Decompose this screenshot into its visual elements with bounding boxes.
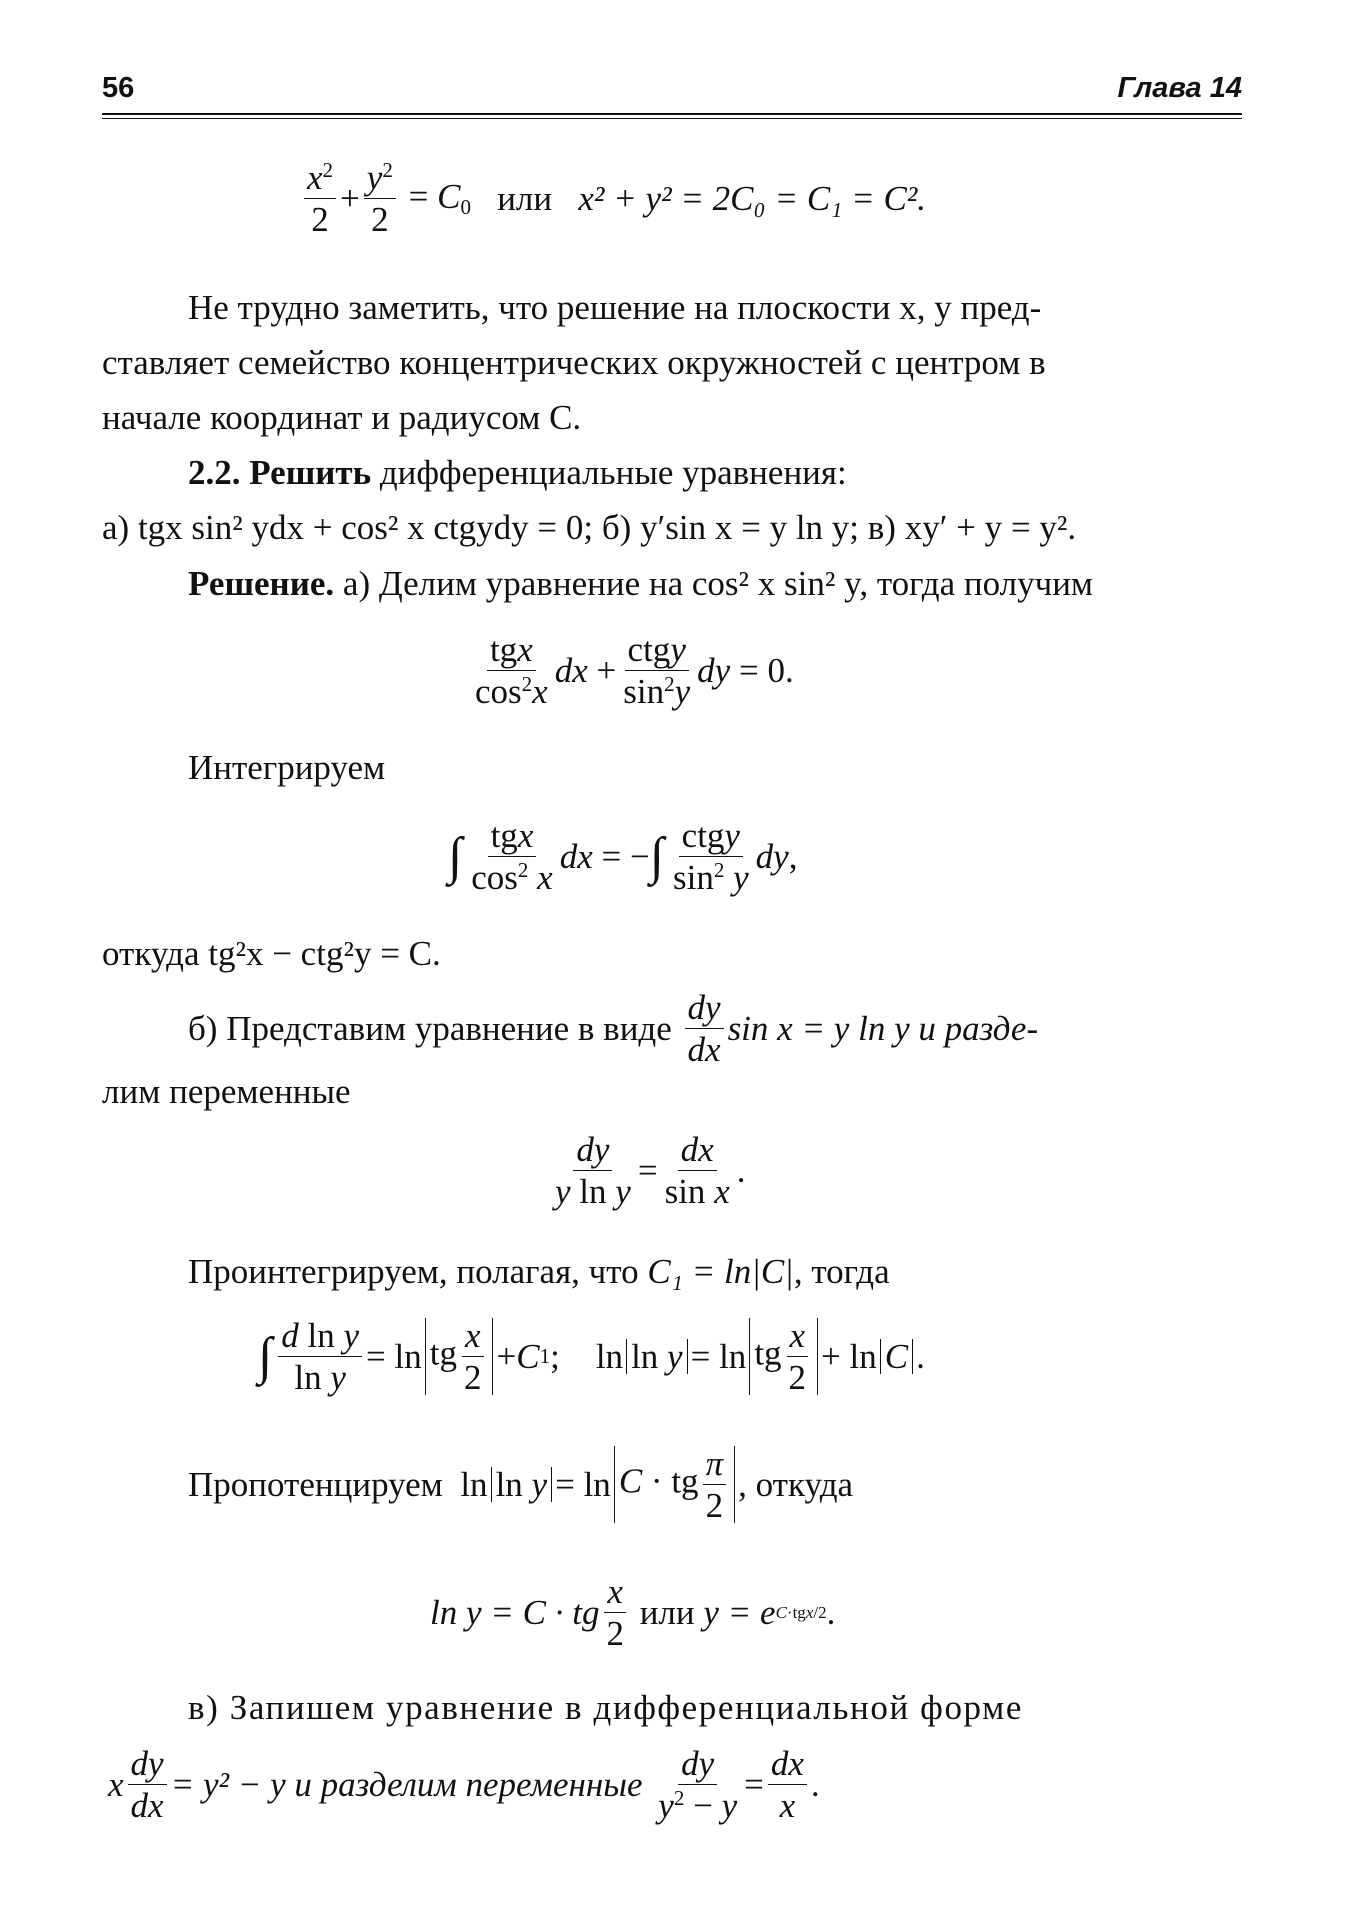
potent-tail: , откуда — [738, 1465, 854, 1504]
task-number: 2.2. — [188, 453, 241, 492]
potent-line: Пропотенцируем ln ln y = ln C · tg $\frac{\pi}{2}$ , откуда — [188, 1444, 854, 1525]
equation-integral-a: ∫ $\frac{\text{tgx}}{\cos^2 x}$ dx = − ∫ $\frac{\text{ctgy}}{\sin^2 y}$ dy , — [448, 816, 798, 897]
part-c-line2: x $\frac{dy}{dx}$ = y² − y и разделим переменные $\frac{dy}{y^2 - y}$ = $\frac{dx}{x}$ . — [108, 1744, 820, 1825]
para1-line1: Не трудно заметить, что решение на плоскости x, y пред- — [188, 288, 1042, 327]
page-header — [102, 72, 1242, 112]
equation-integral-b: ∫ $\frac{\text{d ln y}}{\text{ln y}}$ = ln tg $\frac{x}{2}$ + C 1 ; ln ln y = ln tg $\frac{x}{2}$ + ln C . — [258, 1316, 925, 1397]
result-b-rhs: y = e — [703, 1593, 776, 1632]
potent-text: Пропотенцируем — [188, 1465, 443, 1504]
header-rule — [102, 113, 1242, 115]
result-a: откуда tg²x − ctg²y = C. — [102, 934, 441, 973]
integrate-label: Интегрируем — [188, 748, 386, 787]
part-c-line1: в) Запишем уравнение в дифференциальной форме — [188, 1688, 1023, 1727]
page-number: 56 — [102, 72, 135, 104]
para1-line2: ставляет семейство концентрических окружностей с центром в — [102, 343, 1046, 382]
part-c-mid: = y² − y и разделим переменные — [170, 1765, 643, 1804]
equation-circles: $\frac{x^2}{2}$ + $\frac{y^2}{2}$ = $C_0$ или x² + y² = 2C₀ = C₁ = C². — [300, 160, 926, 237]
solution-line — [188, 566, 1093, 601]
task-heading — [188, 455, 847, 490]
task-equations: а) tgx sin² ydx + cos² x ctgydy = 0; б) y′sin x = y ln y; в) xy′ + y = y². — [102, 508, 1077, 547]
task-verb: Решить — [249, 453, 372, 492]
equation-separated-b: $\frac{dy}{\text{y ln y}}$ = $\frac{dx}{\text{sin x}}$ . — [555, 1130, 746, 1211]
equation-separated-a: $\frac{\text{tgx}}{\cos^2x}$ dx + $\frac{\text{ctgy}}{\sin^2y}$ dy = 0. — [475, 630, 794, 711]
word-or: или — [497, 179, 553, 218]
solution-label: Решение. — [188, 564, 335, 603]
result-b-or: или — [639, 1593, 695, 1632]
part-b-intro: б) Представим уравнение в виде — [188, 1009, 672, 1048]
header-rule-thin — [102, 118, 1242, 119]
task-rest: дифференциальные уравнения: — [379, 453, 847, 492]
result-b-lhs: ln y = C · tg — [430, 1593, 600, 1632]
chapter-title: Глава 14 — [1117, 72, 1242, 104]
integrate2-text: Проинтегрируем, полагая, что — [188, 1252, 639, 1291]
para1-line3: начале координат и радиусом C. — [102, 398, 582, 437]
integrate2-line — [188, 1254, 890, 1289]
part-b-tail: sin x = y ln y и разде- — [727, 1009, 1039, 1048]
equation-circles-rhs: x² + y² = 2C₀ = C₁ = C². — [578, 179, 927, 218]
integrate2-then: , тогда — [793, 1252, 890, 1291]
solution-text: а) Делим уравнение на cos² x sin² y, тогда получим — [342, 564, 1094, 603]
integrate2-eq: C₁ = ln|C| — [647, 1252, 794, 1291]
part-b-line1: б) Представим уравнение в виде $\frac{dy}{dx}$ sin x = y ln y и разде- — [188, 988, 1039, 1069]
part-b-line2: лим переменные — [102, 1072, 351, 1111]
result-b: ln y = C · tg $\frac{x}{2}$ или y = e C·tgx/2 . — [430, 1572, 836, 1653]
